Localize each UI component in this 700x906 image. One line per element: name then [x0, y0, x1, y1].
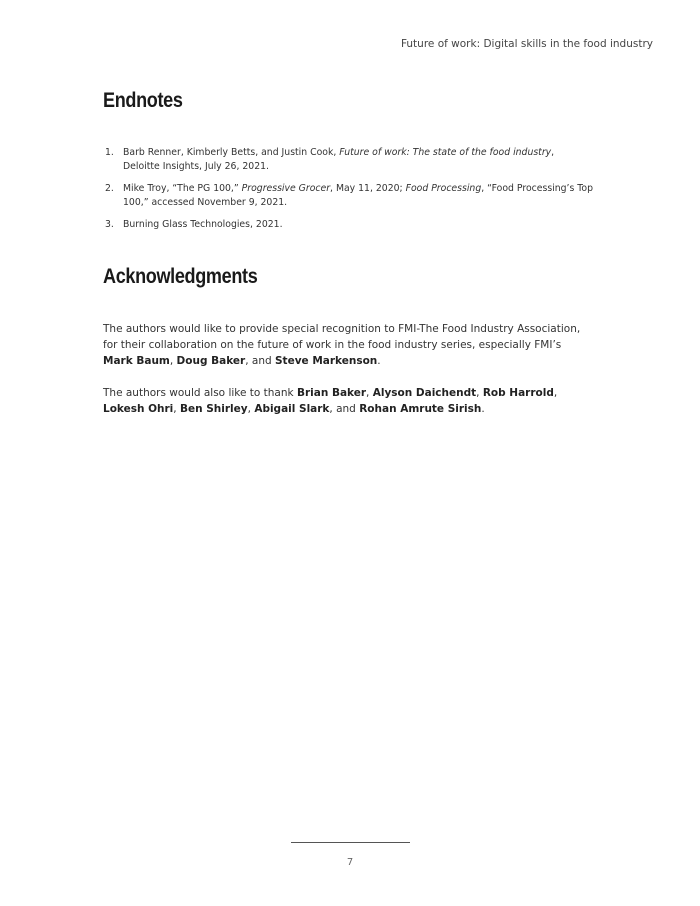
person-name: Abigail Slark — [254, 403, 330, 415]
endnote-text: , Deloitte Insights, July 26, 2021. — [123, 147, 555, 172]
person-name: Lokesh Ohri — [103, 403, 174, 415]
separator: , — [173, 403, 180, 415]
separator: , and — [329, 403, 360, 415]
person-name: Rob Harrold — [482, 387, 554, 399]
endnote-number: 2. — [105, 183, 114, 194]
separator: , — [169, 355, 177, 367]
endnote-text: , May 11, 2020; — [330, 183, 406, 194]
paragraph-text: The authors would also like to thank — [103, 387, 297, 399]
endnote-title: Progressive Grocer — [241, 183, 331, 194]
separator: , and — [245, 355, 275, 367]
separator: , — [553, 387, 558, 399]
endnote-number: 3. — [105, 219, 114, 230]
person-name: Doug Baker — [176, 355, 246, 367]
separator: , — [366, 387, 373, 399]
page-number: 7 — [346, 857, 354, 868]
paragraph-text: The authors would like to provide special recognition to FMI-The Food Industry Association, for their collaboration on the future of work in the food industry series, especially FMI’s — [103, 323, 581, 351]
person-name: Brian Baker — [296, 387, 367, 399]
endnote-item — [103, 182, 593, 210]
endnote-number: 1. — [105, 147, 114, 158]
endnote-text: Burning Glass Technologies, 2021. — [123, 219, 283, 230]
footer-divider — [291, 842, 410, 843]
person-name: Alyson Daichendt — [372, 387, 477, 399]
endnotes-list — [103, 146, 593, 240]
running-header: Future of work: Digital skills in the food industry — [400, 38, 653, 50]
endnote-title: Food Processing — [405, 183, 482, 194]
endnote-text: Mike Troy, “The PG 100,” — [123, 183, 242, 194]
acknowledgments-paragraph — [103, 385, 593, 417]
person-name: Ben Shirley — [179, 403, 248, 415]
person-name: Steve Markenson — [275, 355, 378, 367]
endnote-title: Future of work: The state of the food industry — [339, 147, 552, 158]
endnotes-heading: Endnotes — [103, 89, 183, 112]
acknowledgments-paragraph — [103, 321, 593, 369]
separator: . — [481, 403, 485, 415]
endnote-text: , “Food Processing’s Top 100,” accessed November 9, 2021. — [123, 183, 593, 208]
endnote-item — [103, 146, 593, 174]
person-name: Rohan Amrute Sirish — [359, 403, 482, 415]
separator: . — [377, 355, 381, 367]
endnote-item — [103, 218, 593, 232]
separator: , — [476, 387, 483, 399]
person-name: Mark Baum — [103, 355, 170, 367]
separator: , — [247, 403, 255, 415]
acknowledgments-heading: Acknowledgments — [103, 265, 258, 288]
endnote-text: Barb Renner, Kimberly Betts, and Justin Cook, — [123, 147, 340, 158]
